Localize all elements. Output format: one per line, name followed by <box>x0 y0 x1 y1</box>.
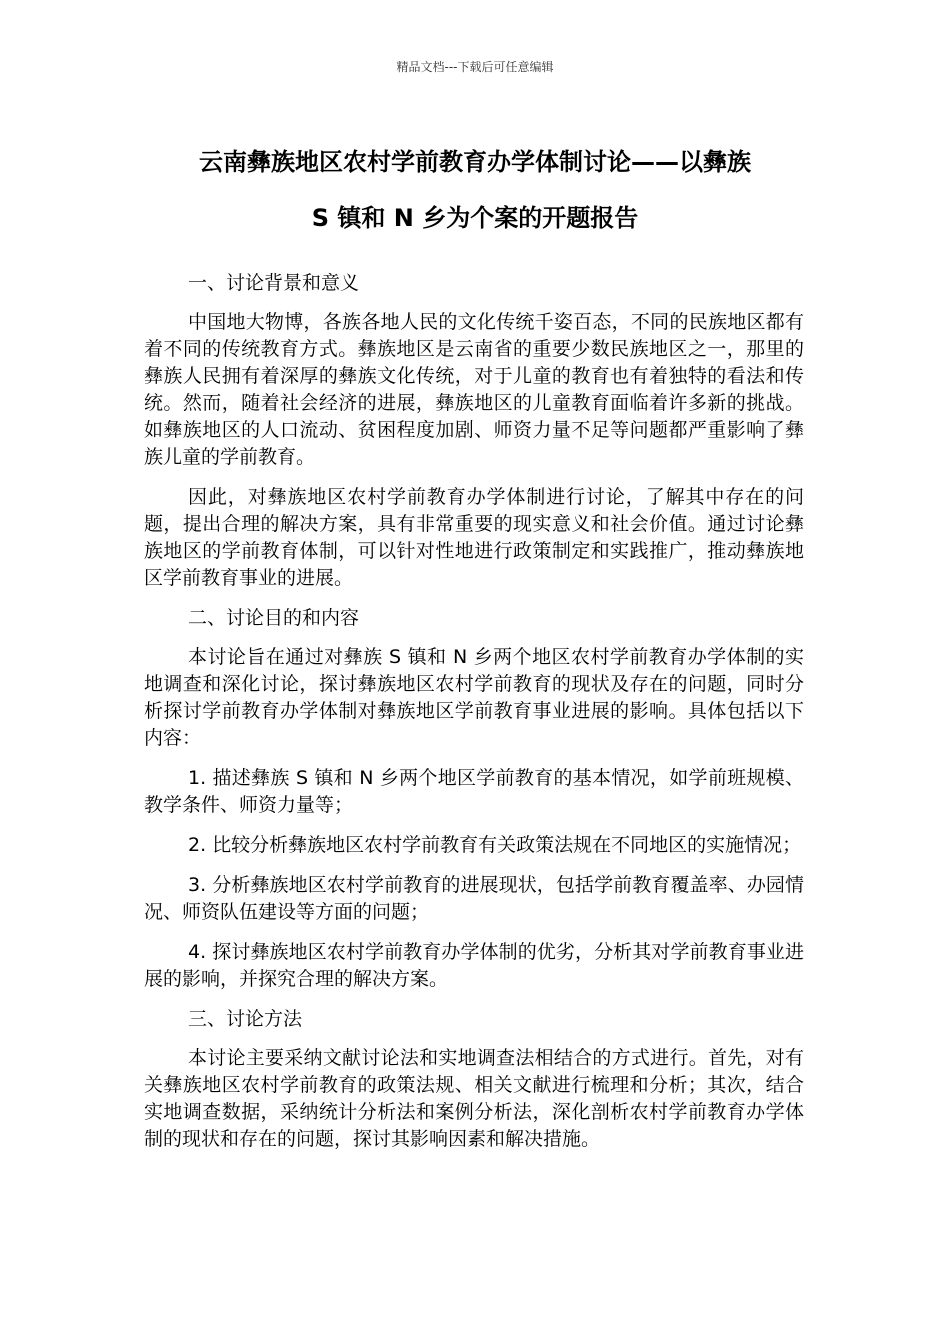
list-item-3: 3. 分析彝族地区农村学前教育的进展现状，包括学前教育覆盖率、办园情况、师资队伍建设等方面的问题； <box>144 874 804 923</box>
list-item-4: 4. 探讨彝族地区农村学前教育办学体制的优劣，分析其对学前教育事业进展的影响，并探究合理的解决方案。 <box>144 941 804 990</box>
document-body <box>144 270 804 1166</box>
list-item-1: 1. 描述彝族 S 镇和 N 乡两个地区学前教育的基本情况，如学前班规模、教学条件、师资力量等； <box>144 767 804 816</box>
paragraph-method: 本讨论主要采纳文献讨论法和实地调查法相结合的方式进行。首先，对有关彝族地区农村学前教育的政策法规、相关文献进行梳理和分析；其次，结合实地调查数据，采纳统计分析法和案例分析法，深化剖析农村学前教育办学体制的现状和存在的问题，探讨其影响因素和解决措施。 <box>144 1047 804 1150</box>
paragraph-background-2: 因此，对彝族地区农村学前教育办学体制进行讨论，了解其中存在的问题，提出合理的解决方案，具有非常重要的现实意义和社会价值。通过讨论彝族地区的学前教育体制，可以针对性地进行政策制定和实践推广，推动彝族地区学前教育事业的进展。 <box>144 486 804 589</box>
title-line-2: S 镇和 N 乡为个案的开题报告 <box>311 204 639 232</box>
title-line-1: 云南彝族地区农村学前教育办学体制讨论——以彝族 <box>199 148 751 176</box>
section-heading-background: 一、讨论背景和意义 <box>188 272 360 294</box>
page-header: 精品文档---下载后可任意编辑 <box>396 60 554 74</box>
section-heading-method: 三、讨论方法 <box>188 1008 303 1030</box>
paragraph-purpose-intro: 本讨论旨在通过对彝族 S 镇和 N 乡两个地区农村学前教育办学体制的实地调查和深化讨论，探讨彝族地区农村学前教育的现状及存在的问题，同时分析探讨学前教育办学体制对彝族地区学前教育事业进展的影响。具体包括以下内容： <box>144 646 804 749</box>
document-title <box>100 134 850 246</box>
list-item-2: 2. 比较分析彝族地区农村学前教育有关政策法规在不同地区的实施情况； <box>188 834 802 856</box>
section-heading-purpose: 二、讨论目的和内容 <box>188 607 360 629</box>
paragraph-background-1: 中国地大物博，各族各地人民的文化传统千姿百态，不同的民族地区都有着不同的传统教育方式。彝族地区是云南省的重要少数民族地区之一，那里的彝族人民拥有着深厚的彝族文化传统，对于儿童的教育也有着独特的看法和传统。然而，随着社会经济的进展，彝族地区的儿童教育面临着许多新的挑战。如彝族地区的人口流动、贫困程度加剧、师资力量不足等问题都严重影响了彝族儿童的学前教育。 <box>144 311 804 468</box>
